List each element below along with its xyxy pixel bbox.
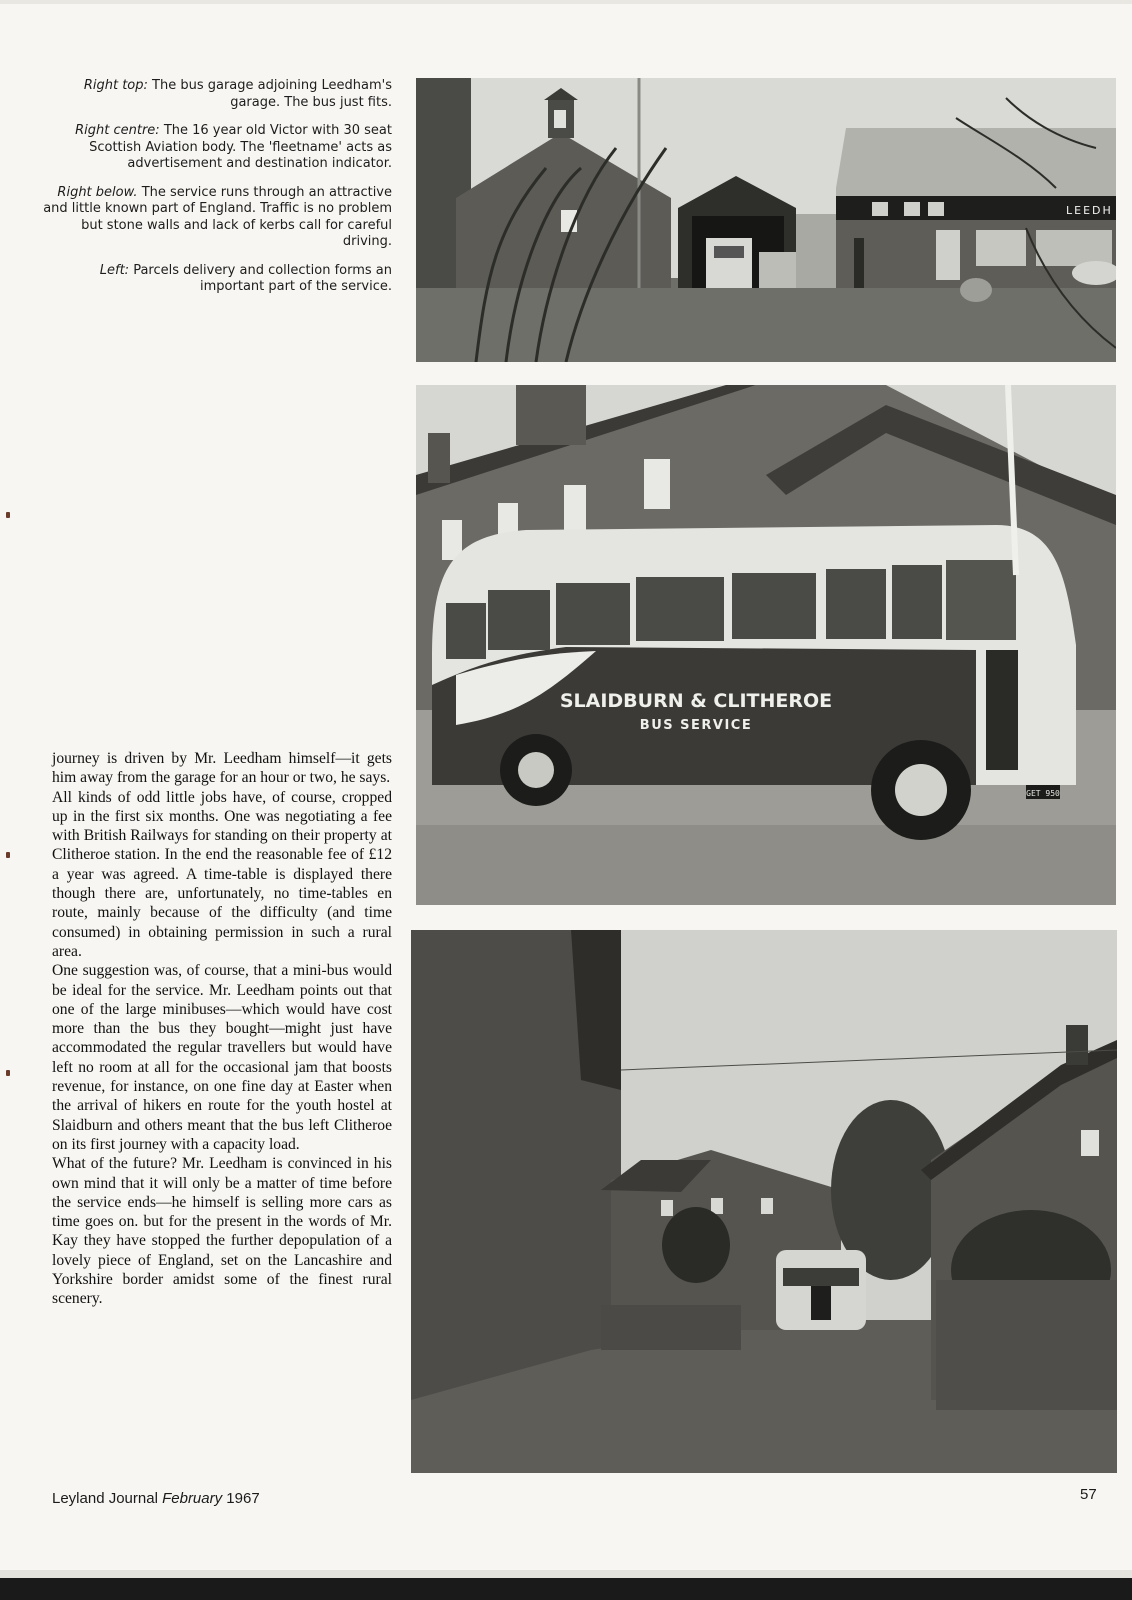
caption-text: The service runs through an attractive and little known part of England. Traffic is no problem but stone walls and lack of kerbs call for careful driving.	[43, 184, 392, 249]
bus-number-plate: GET 950	[1026, 789, 1060, 798]
photo-bus-garage	[416, 78, 1116, 362]
bus-fleetname-line1: SLAIDBURN & CLITHEROE	[559, 690, 833, 712]
photo-village-road	[411, 930, 1117, 1473]
body-paragraph: All kinds of odd little jobs have, of course, cropped up in the first six months. One was negotiating a fee with British Railways for standing on their property at Clitheroe station. In the end the reasonable fee of £12 a year was agreed. A time-table is displayed there though there are, unfortunately, no time-tables en route, mainly because of the difficulty (and time consumed) in obtaining permission in such a rural area.	[52, 788, 392, 960]
caption-text: Parcels delivery and collection forms an important part of the service.	[133, 262, 392, 294]
binding-mark	[6, 512, 10, 518]
caption-text: The bus garage adjoining Leedham's garage. The bus just fits.	[152, 78, 392, 110]
photo-victor-bus	[416, 385, 1116, 905]
body-paragraph: journey is driven by Mr. Leedham himself—it gets him away from the garage for an hour or two, he says.	[52, 750, 392, 787]
footer-journal-name: Leyland Journal	[52, 1490, 158, 1507]
footer-year: 1967	[226, 1490, 260, 1507]
page-top-edge	[0, 0, 1132, 4]
body-paragraph: One suggestion was, of course, that a mini-bus would be ideal for the service. Mr. Leedham points out that one of the large minibuses—which would have cost more than the bus they bought—might just have accommodated the regular travellers but would have left no room at all for the occasional jam that boosts revenue, for instance, on one fine day at Easter when the arrival of hikers en route for the youth hostel at Slaidburn and others meant that the bus left Clitheroe on its first journey with a capacity load.	[52, 962, 392, 1153]
caption-right-centre	[40, 123, 392, 173]
caption-lead: Right top:	[83, 78, 148, 93]
caption-lead: Right below.	[57, 184, 138, 200]
footer-month: February	[162, 1490, 223, 1507]
page-bottom-edge	[0, 1570, 1132, 1600]
binding-mark	[6, 852, 10, 858]
caption-lead: Right centre:	[75, 123, 160, 138]
photo-captions	[40, 78, 392, 308]
caption-right-below	[40, 185, 392, 251]
garage-sign-text: LEEDH	[1066, 204, 1113, 217]
caption-text: The 16 year old Victor with 30 seat Scottish Aviation body. The 'fleetname' acts as advertisement and destination indicator.	[89, 123, 392, 171]
bus-fleetname-line2: BUS SERVICE	[639, 718, 753, 733]
article-body	[52, 749, 392, 1309]
caption-right-top	[40, 78, 392, 111]
caption-left	[40, 263, 392, 296]
page-number: 57	[1080, 1486, 1097, 1503]
binding-mark	[6, 1070, 10, 1076]
caption-lead: Left:	[99, 262, 130, 278]
body-paragraph: What of the future? Mr. Leedham is convinced in his own mind that it will only be a matter of time before the service ends—he himself is selling more cars as time goes on. but for the present in the words of Mr. Kay they have stopped the further depopulation of a lovely piece of England, set on the Lancashire and Yorkshire border amidst some of the finest rural scenery.	[52, 1155, 392, 1308]
footer-publication	[52, 1490, 260, 1507]
